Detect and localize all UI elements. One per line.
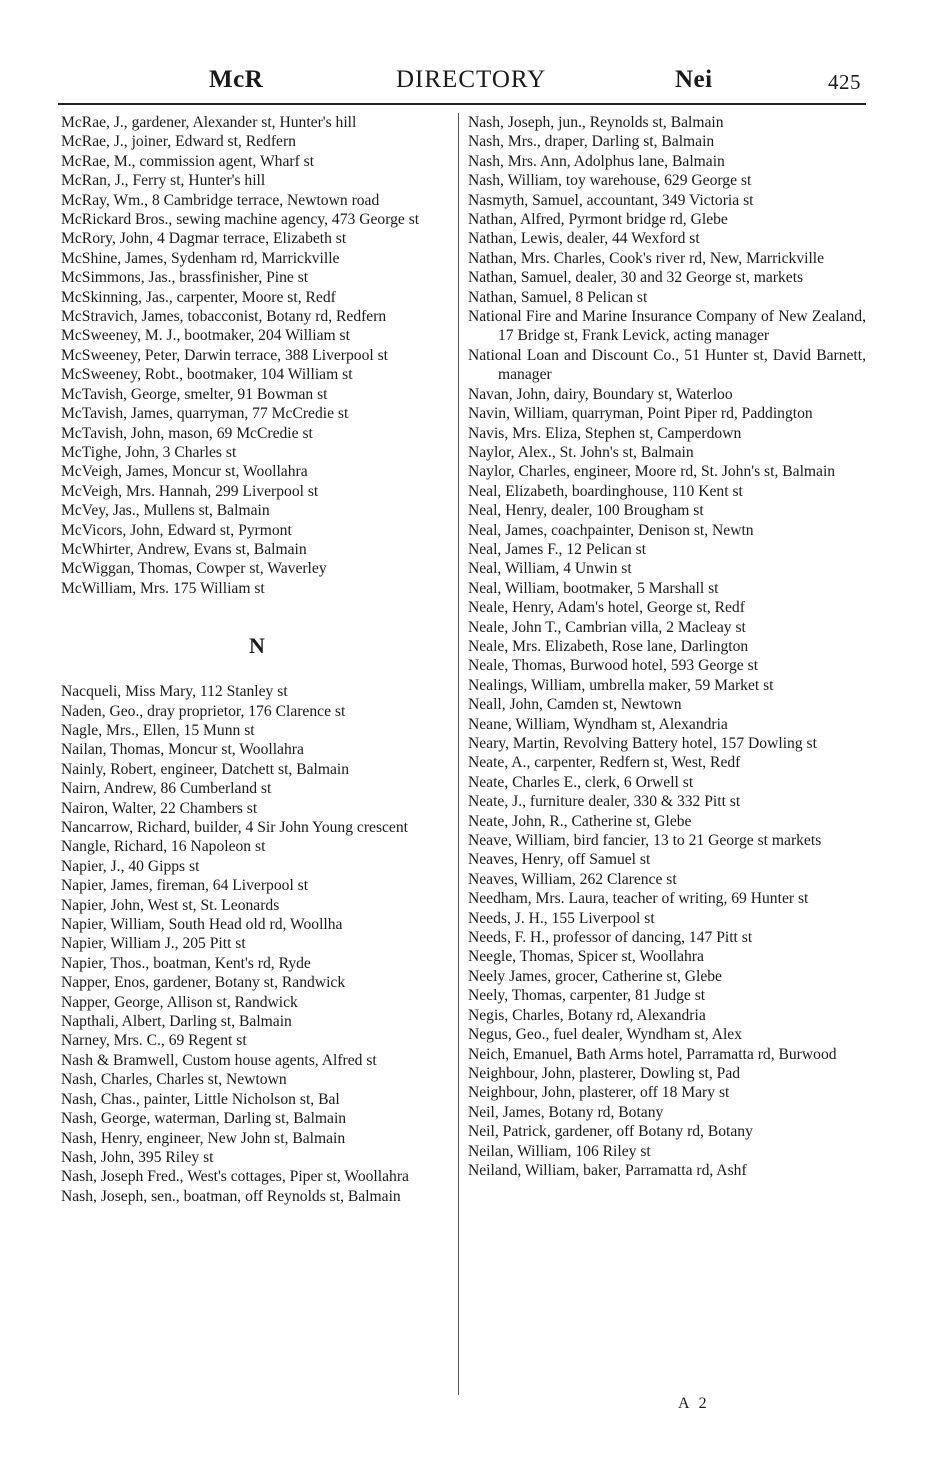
directory-entry: McRan, J., Ferry st, Hunter's hill: [61, 172, 266, 190]
directory-entry: Nangle, Richard, 16 Napoleon st: [61, 838, 266, 856]
directory-entry: Naden, Geo., dray proprietor, 176 Clarence st: [61, 702, 346, 720]
directory-entry: McVey, Jas., Mullens st, Balmain: [61, 502, 270, 520]
directory-entry: Nash, Joseph, sen., boatman, off Reynolds st, Balmain: [61, 1187, 401, 1205]
directory-entry: Neall, John, Camden st, Newtown: [468, 696, 682, 714]
directory-entry: Nathan, Samuel, dealer, 30 and 32 George st, markets: [468, 269, 804, 287]
directory-entry: Nasmyth, Samuel, accountant, 349 Victoria st: [468, 191, 754, 209]
directory-entry: Nathan, Samuel, 8 Pelican st: [468, 288, 648, 306]
directory-entry: McVicors, John, Edward st, Pyrmont: [61, 521, 292, 539]
directory-entry: Neich, Emanuel, Bath Arms hotel, Parramatta rd, Burwood: [468, 1045, 837, 1063]
directory-entry: Nainly, Robert, engineer, Datchett st, Balmain: [61, 760, 350, 778]
directory-entry: Napier, J., 40 Gipps st: [61, 857, 200, 875]
directory-entry: McTavish, James, quarryman, 77 McCredie st: [61, 405, 349, 423]
directory-entry: Neiland, William, baker, Parramatta rd, Ashf: [468, 1161, 747, 1179]
directory-entry: Narney, Mrs. C., 69 Regent st: [61, 1032, 247, 1050]
directory-entry: Nailan, Thomas, Moncur st, Woollahra: [61, 741, 304, 759]
directory-entry: Negus, Geo., fuel dealer, Wyndham st, Alex: [468, 1026, 743, 1044]
directory-entry: McVeigh, James, Moncur st, Woollahra: [61, 463, 308, 481]
left-column: [61, 113, 453, 1206]
left-entries-after: [61, 682, 453, 1206]
directory-entry: Nash, Joseph, jun., Reynolds st, Balmain: [468, 114, 724, 131]
directory-entry: Neal, James, coachpainter, Denison st, Newtn: [468, 521, 754, 539]
directory-entry: Nathan, Mrs. Charles, Cook's river rd, New, Marrickville: [468, 249, 825, 267]
header-rule: [58, 103, 866, 105]
directory-entry: McStravich, James, tobacconist, Botany rd, Redfern: [61, 308, 387, 326]
directory-entry: Nash, Chas., painter, Little Nicholson st, Bal: [61, 1090, 340, 1108]
directory-entry: Nagle, Mrs., Ellen, 15 Munn st: [61, 721, 255, 739]
directory-entry: Nash & Bramwell, Custom house agents, Alfred st: [61, 1051, 377, 1069]
directory-entry: Needham, Mrs. Laura, teacher of writing, 69 Hunter st: [468, 890, 809, 908]
directory-entry: Neal, William, bootmaker, 5 Marshall st: [468, 579, 719, 597]
directory-entry: McSweeney, Robt., bootmaker, 104 William st: [61, 366, 353, 384]
right-column: [468, 113, 866, 1180]
directory-entry: Nairn, Andrew, 86 Cumberland st: [61, 780, 272, 798]
directory-entry: McRickard Bros., sewing machine agency, 473 George st: [61, 211, 420, 229]
directory-entry: McSweeney, Peter, Darwin terrace, 388 Liverpool st: [61, 346, 389, 364]
directory-entry: Neal, Elizabeth, boardinghouse, 110 Kent st: [468, 482, 743, 500]
directory-entry: McVeigh, Mrs. Hannah, 299 Liverpool st: [61, 482, 319, 500]
directory-entry: Negis, Charles, Botany rd, Alexandria: [468, 1006, 706, 1024]
directory-entry: Nancarrow, Richard, builder, 4 Sir John Young crescent: [61, 819, 408, 836]
running-head-right: Nei: [675, 66, 713, 93]
directory-entry: McRay, Wm., 8 Cambridge terrace, Newtown road: [61, 191, 380, 209]
directory-entry: Needs, J. H., 155 Liverpool st: [468, 909, 655, 927]
directory-entry: Neil, Patrick, gardener, off Botany rd, Botany: [468, 1123, 753, 1141]
directory-entry: Naylor, Alex., St. John's st, Balmain: [468, 443, 694, 461]
directory-entry: Nash, Mrs., draper, Darling st, Balmain: [468, 133, 715, 151]
directory-entry: Neilan, William, 106 Riley st: [468, 1142, 651, 1160]
directory-entry: Neal, James F., 12 Pelican st: [468, 540, 647, 558]
directory-entry: National Loan and Discount Co., 51 Hunter st, David Barnett, manager: [468, 346, 866, 384]
directory-entry: Nathan, Alfred, Pyrmont bridge rd, Glebe: [468, 211, 728, 229]
directory-entry: Neal, Henry, dealer, 100 Brougham st: [468, 502, 704, 520]
directory-entry: Nash, John, 395 Riley st: [61, 1148, 214, 1166]
directory-entry: Neane, William, Wyndham st, Alexandria: [468, 715, 728, 733]
directory-entry: Nealings, William, umbrella maker, 59 Market st: [468, 676, 774, 694]
directory-entry: McWhirter, Andrew, Evans st, Balmain: [61, 540, 307, 558]
directory-entry: Napper, George, Allison st, Randwick: [61, 993, 298, 1011]
directory-entry: Navin, William, quarryman, Point Piper rd, Paddington: [468, 405, 813, 423]
directory-entry: McSimmons, Jas., brassfinisher, Pine st: [61, 269, 309, 287]
directory-entry: National Fire and Marine Insurance Company of New Zealand, 17 Bridge st, Frank Levick, acting manager: [468, 308, 866, 345]
directory-entry: Neaves, Henry, off Samuel st: [468, 851, 651, 869]
directory-entry: Navis, Mrs. Eliza, Stephen st, Camperdown: [468, 424, 742, 442]
directory-entry: Napier, John, West st, St. Leonards: [61, 896, 280, 914]
directory-entry: Naylor, Charles, engineer, Moore rd, St. John's st, Balmain: [468, 463, 836, 481]
directory-entry: Neely James, grocer, Catherine st, Glebe: [468, 967, 722, 985]
directory-entry: McSweeney, M. J., bootmaker, 204 William st: [61, 327, 350, 345]
right-entries: [468, 113, 866, 1180]
directory-entry: Neale, Henry, Adam's hotel, George st, Redf: [468, 599, 745, 617]
directory-entry: Neighbour, John, plasterer, Dowling st, Pad: [468, 1064, 741, 1082]
directory-entry: Napier, William J., 205 Pitt st: [61, 935, 246, 953]
directory-entry: Neaves, William, 262 Clarence st: [468, 870, 677, 888]
directory-entry: Neal, William, 4 Unwin st: [468, 560, 632, 578]
directory-entry: Nash, William, toy warehouse, 629 George st: [468, 172, 752, 190]
left-entries-before: [61, 113, 453, 598]
section-letter: N: [249, 633, 265, 659]
directory-entry: Neate, John, R., Catherine st, Glebe: [468, 812, 692, 830]
directory-entry: Navan, John, dairy, Boundary st, Waterloo: [468, 385, 733, 403]
directory-entry: McSkinning, Jas., carpenter, Moore st, Redf: [61, 288, 336, 306]
directory-entry: Neighbour, John, plasterer, off 18 Mary st: [468, 1084, 730, 1102]
page-number: 425: [828, 70, 861, 94]
directory-entry: Neate, J., furniture dealer, 330 & 332 Pitt st: [468, 793, 741, 811]
directory-entry: Neave, William, bird fancier, 13 to 21 George st markets: [468, 832, 822, 850]
directory-entry: McRory, John, 4 Dagmar terrace, Elizabeth st: [61, 230, 347, 248]
directory-entry: Nathan, Lewis, dealer, 44 Wexford st: [468, 230, 700, 248]
directory-entry: Nash, Joseph Fred., West's cottages, Piper st, Woollahra: [61, 1168, 409, 1186]
directory-entry: Napier, William, South Head old rd, Woollha: [61, 916, 343, 934]
directory-entry: Neate, A., carpenter, Redfern st, West, Redf: [468, 754, 741, 772]
directory-entry: Needs, F. H., professor of dancing, 147 Pitt st: [468, 929, 753, 947]
directory-entry: McTighe, John, 3 Charles st: [61, 443, 237, 461]
directory-entry: Neil, James, Botany rd, Botany: [468, 1103, 664, 1121]
directory-entry: Neate, Charles E., clerk, 6 Orwell st: [468, 773, 694, 791]
column-divider: [458, 113, 459, 1395]
directory-entry: Neale, Mrs. Elizabeth, Rose lane, Darlington: [468, 637, 749, 655]
directory-entry: Neary, Martin, Revolving Battery hotel, 157 Dowling st: [468, 735, 817, 752]
directory-entry: Neely, Thomas, carpenter, 81 Judge st: [468, 987, 706, 1005]
directory-entry: Neale, Thomas, Burwood hotel, 593 George st: [468, 657, 759, 675]
directory-entry: Nash, George, waterman, Darling st, Balmain: [61, 1110, 347, 1128]
directory-entry: Nacqueli, Miss Mary, 112 Stanley st: [61, 683, 288, 701]
directory-entry: McRae, J., joiner, Edward st, Redfern: [61, 133, 296, 151]
directory-entry: Napthali, Albert, Darling st, Balmain: [61, 1013, 292, 1031]
directory-entry: McRae, J., gardener, Alexander st, Hunter's hill: [61, 114, 357, 131]
directory-entry: Napier, James, fireman, 64 Liverpool st: [61, 877, 309, 895]
directory-entry: McWiggan, Thomas, Cowper st, Waverley: [61, 560, 327, 578]
directory-entry: Nash, Charles, Charles st, Newtown: [61, 1071, 287, 1089]
directory-entry: McShine, James, Sydenham rd, Marrickville: [61, 249, 340, 267]
directory-entry: McTavish, John, mason, 69 McCredie st: [61, 424, 313, 442]
directory-entry: Nash, Mrs. Ann, Adolphus lane, Balmain: [468, 152, 725, 170]
running-head-left: McR: [209, 66, 264, 93]
directory-entry: Napper, Enos, gardener, Botany st, Randwick: [61, 974, 346, 992]
directory-entry: Napier, Thos., boatman, Kent's rd, Ryde: [61, 954, 311, 972]
directory-entry: Nairon, Walter, 22 Chambers st: [61, 799, 258, 817]
directory-entry: McRae, M., commission agent, Wharf st: [61, 152, 315, 170]
directory-entry: Neale, John T., Cambrian villa, 2 Macleay st: [468, 618, 746, 636]
directory-entry: Nash, Henry, engineer, New John st, Balmain: [61, 1129, 346, 1147]
directory-entry: Neegle, Thomas, Spicer st, Woollahra: [468, 948, 704, 966]
signature-mark: A 2: [678, 1395, 710, 1412]
running-head-title: DIRECTORY: [396, 66, 547, 93]
directory-entry: McTavish, George, smelter, 91 Bowman st: [61, 385, 328, 403]
directory-entry: McWilliam, Mrs. 175 William st: [61, 579, 265, 597]
